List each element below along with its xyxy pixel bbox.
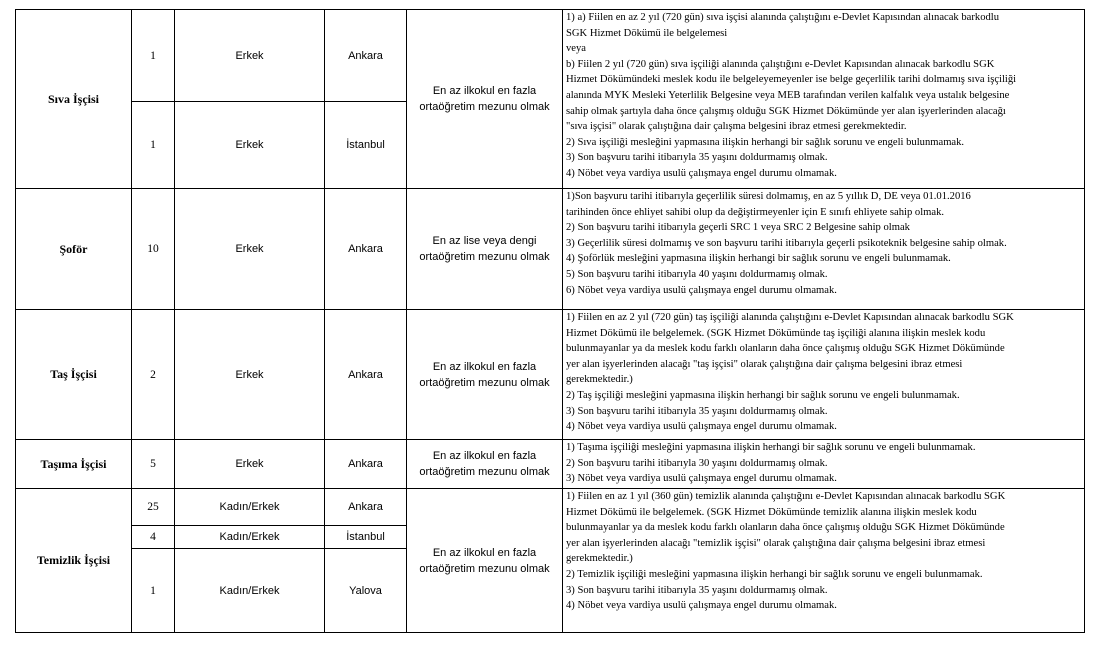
position-count: 25: [132, 489, 175, 526]
table-row: [16, 10, 1085, 102]
gender-cell: Erkek: [175, 440, 325, 489]
requirement-line: 3) Son başvuru tarihi itibarıyla 35 yaşını doldurmamış olmak.: [566, 152, 828, 164]
city-cell: Yalova: [325, 549, 407, 633]
city-cell: Ankara: [325, 189, 407, 310]
table-row: [16, 489, 1085, 526]
position-count: 2: [132, 310, 175, 440]
requirement-line: Hizmet Dökümü ile belgelemek. (SGK Hizmet Dökümünde temizlik alanına ilişkin meslek kodu: [566, 506, 977, 518]
requirement-line: 4) Nöbet veya vardiya usulü çalışmaya engel durumu olmamak.: [566, 167, 837, 179]
gender-cell: Erkek: [175, 189, 325, 310]
position-count: 1: [132, 549, 175, 633]
requirement-line: bulunmayanlar ya da meslek kodu farklı olanların daha önce çalışmış olduğu SGK Hizmet Dökümünde: [566, 522, 1005, 534]
education-requirement: En az ilkokul en fazla ortaöğretim mezunu olmak: [407, 489, 563, 633]
requirement-line: 1) Fiilen en az 2 yıl (720 gün) taş işçiliği alanında çalıştığını e-Devlet Kapısından alınacak barkodlu SGK: [566, 312, 1014, 323]
city-cell: Ankara: [325, 489, 407, 526]
gender-cell: Erkek: [175, 310, 325, 440]
position-title: Taş İşçisi: [16, 310, 132, 440]
education-requirement: En az ilkokul en fazla ortaöğretim mezunu olmak: [407, 440, 563, 489]
position-count: 5: [132, 440, 175, 489]
requirement-line: 2) Son başvuru tarihi itibarıyla geçerli SRC 1 veya SRC 2 Belgesine sahip olmak: [566, 222, 910, 234]
requirement-line: bulunmayanlar ya da meslek kodu farklı olanların daha önce çalışmış olduğu SGK Hizmet Dökümünde: [566, 343, 1005, 355]
gender-cell: Erkek: [175, 102, 325, 189]
requirement-line: 6) Nöbet veya vardiya usulü çalışmaya engel durumu olmamak.: [566, 284, 837, 296]
gender-cell: Erkek: [175, 10, 325, 102]
position-count: 1: [132, 10, 175, 102]
requirement-line: tarihinden önce ehliyet sahibi olup da değiştirmeyenler için E sınıfı ehliyete sahip olmak.: [566, 206, 945, 218]
requirement-line: yer alan işyerlerinden alacağı "temizlik işçisi" olarak çalıştığına dair çalışma belgesini ibraz etmesi: [566, 537, 986, 549]
position-title: Taşıma İşçisi: [16, 440, 132, 489]
requirement-line: 1) Fiilen en az 1 yıl (360 gün) temizlik alanında çalıştığını e-Devlet Kapısından alınacak barkodlu SGK: [566, 491, 1006, 502]
education-requirement: En az ilkokul en fazla ortaöğretim mezunu olmak: [407, 310, 563, 440]
requirements-cell: [563, 310, 1085, 440]
requirements-cell: [563, 440, 1085, 489]
requirement-line: 4) Nöbet veya vardiya usulü çalışmaya engel durumu olmamak.: [566, 600, 837, 612]
requirements-cell: [563, 189, 1085, 310]
city-cell: Ankara: [325, 10, 407, 102]
gender-cell: Kadın/Erkek: [175, 526, 325, 549]
requirement-line: 3) Son başvuru tarihi itibarıyla 35 yaşını doldurmamış olmak.: [566, 405, 828, 417]
requirements-cell: [563, 489, 1085, 633]
requirement-line: Hizmet Dökümündeki meslek kodu ile belgeleyemeyenler ise belge geçerlilik tarihi dolmamış sıva işçiliği: [566, 74, 1017, 86]
education-requirement: En az lise veya dengi ortaöğretim mezunu olmak: [407, 189, 563, 310]
requirement-line: b) Fiilen 2 yıl (720 gün) sıva işçiliği alanında çalıştığını e-Devlet Kapısından alınacak barkodlu SGK: [566, 58, 995, 70]
requirement-line: Hizmet Dökümü ile belgelemek. (SGK Hizmet Dökümünde taş işçiliği alanına ilişkin meslek kodu: [566, 327, 986, 339]
requirement-line: veya: [566, 43, 586, 55]
education-requirement: En az ilkokul en fazla ortaöğretim mezunu olmak: [407, 10, 563, 189]
requirement-line: 1) Taşıma işçiliği mesleğini yapmasına ilişkin herhangi bir sağlık sorunu ve engeli bulunmamak.: [566, 442, 976, 453]
position-title: Temizlik İşçisi: [16, 489, 132, 633]
position-title: Şoför: [16, 189, 132, 310]
requirements-cell: [563, 10, 1085, 189]
requirement-line: gerekmektedir.): [566, 374, 633, 386]
city-cell: Ankara: [325, 310, 407, 440]
gender-cell: Kadın/Erkek: [175, 549, 325, 633]
requirement-line: 1) a) Fiilen en az 2 yıl (720 gün) sıva işçisi alanında çalıştığını e-Devlet Kapısından alınacak barkodlu: [566, 12, 1000, 23]
requirement-line: sahip olmak şartıyla daha önce çalışmış olduğu SGK Hizmet Dökümünde yer alan işyerlerinden alacağı: [566, 105, 1006, 117]
requirement-line: "sıva işçisi" olarak çalıştığına dair çalışma belgesini ibraz etmesi gerekmektedir.: [566, 121, 907, 133]
requirement-line: gerekmektedir.): [566, 553, 633, 565]
table-row: [16, 310, 1085, 440]
position-title: Sıva İşçisi: [16, 10, 132, 189]
table-row: [16, 440, 1085, 489]
requirement-line: 3) Son başvuru tarihi itibarıyla 35 yaşını doldurmamış olmak.: [566, 584, 828, 596]
requirement-line: 2) Taş işçiliği mesleğini yapmasına ilişkin herhangi bir sağlık sorunu ve engeli bulunmamak.: [566, 389, 960, 401]
requirement-line: SGK Hizmet Dökümü ile belgelemesi: [566, 27, 728, 39]
requirement-line: 2) Temizlik işçiliği mesleğini yapmasına ilişkin herhangi bir sağlık sorunu ve engeli bulunmamak.: [566, 568, 983, 580]
city-cell: İstanbul: [325, 526, 407, 549]
position-count: 10: [132, 189, 175, 310]
requirement-line: alanında MYK Mesleki Yeterlilik Belgesine veya MEB tarafından verilen kalfalık veya ustalık belgesine: [566, 89, 1010, 101]
requirement-line: 2) Sıva işçiliği mesleğini yapmasına ilişkin herhangi bir sağlık sorunu ve engeli bulunmamak.: [566, 136, 965, 148]
requirement-line: 2) Son başvuru tarihi itibarıyla 30 yaşını doldurmamış olmak.: [566, 457, 828, 469]
requirement-line: 4) Nöbet veya vardiya usulü çalışmaya engel durumu olmamak.: [566, 421, 837, 433]
gender-cell: Kadın/Erkek: [175, 489, 325, 526]
position-count: 1: [132, 102, 175, 189]
requirement-line: yer alan işyerlerinden alacağı "taş işçisi" olarak çalıştığına dair çalışma belgesini ibraz etmesi: [566, 358, 963, 370]
requirement-line: 1)Son başvuru tarihi itibarıyla geçerlilik süresi dolmamış, en az 5 yıllık D, DE veya 01.01.2016: [566, 191, 971, 202]
position-count: 4: [132, 526, 175, 549]
requirement-line: 5) Son başvuru tarihi itibarıyla 40 yaşını doldurmamış olmak.: [566, 268, 828, 280]
job-positions-table: [15, 9, 1085, 633]
requirement-line: 4) Şoförlük mesleğini yapmasına ilişkin herhangi bir sağlık sorunu ve engeli bulunmamak.: [566, 253, 951, 265]
requirement-line: 3) Nöbet veya vardiya usulü çalışmaya engel durumu olmamak.: [566, 473, 837, 485]
city-cell: Ankara: [325, 440, 407, 489]
table-row: [16, 189, 1085, 310]
requirement-line: 3) Geçerlilik süresi dolmamış ve son başvuru tarihi itibarıyla geçerli psikoteknik belgesine sahip olmak.: [566, 237, 1007, 249]
city-cell: İstanbul: [325, 102, 407, 189]
